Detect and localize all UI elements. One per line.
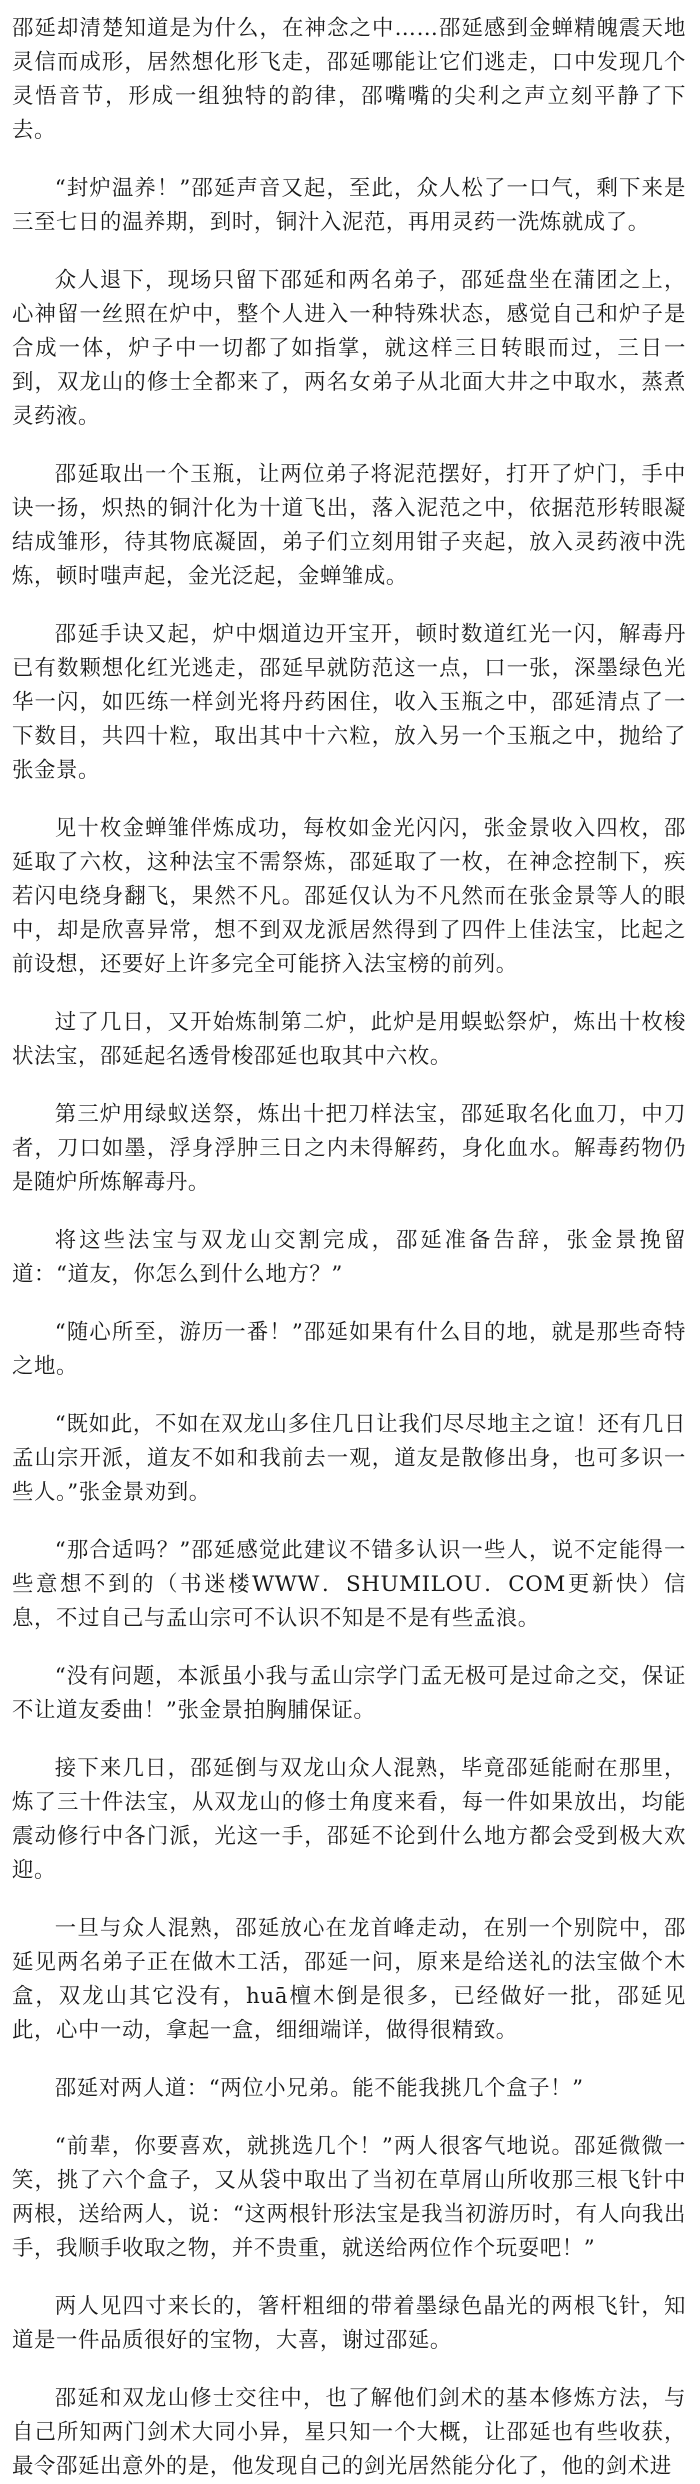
paragraph-4: 邵延取出一个玉瓶，让两位弟子将泥范摆好，打开了炉门，手中诀一扬，炽热的铜汁化为十道飞出，落入泥范之中，依据范形转眼凝结成雏形，待其物底凝固，弟子们立刻用钳子夹起，放入灵药液中洗炼，顿时嗤声起，金光泛起，金蝉雏成。 [12, 462, 686, 589]
paragraph-7: 过了几日，又开始炼制第二炉，此炉是用蜈蚣祭炉，炼出十枚梭状法宝，邵延起名透骨梭邵延也取其中六枚。 [12, 1010, 686, 1069]
paragraph-11: “既如此，不如在双龙山多住几日让我们尽尽地主之谊！还有几日孟山宗开派，道友不如和我前去一观，道友是散修出身，也可多识一些人。”张金景劝到。 [12, 1412, 686, 1505]
paragraph-2: “封炉温养！”邵延声音又起，至此，众人松了一口气，剩下来是三至七日的温养期，到时，铜汁入泥范，再用灵药一洗炼就成了。 [12, 176, 686, 235]
paragraph-6: 见十枚金蝉雏伴炼成功，每枚如金光闪闪，张金景收入四枚，邵延取了六枚，这种法宝不需祭炼，邵延取了一枚，在神念控制下，疾若闪电绕身翻飞，果然不凡。邵延仅认为不凡然而在张金景等人的眼中，却是欣喜异常，想不到双龙派居然得到了四件上佳法宝，比起之前设想，还要好上许多完全可能挤入法宝榜的前列。 [12, 816, 686, 977]
paragraph-1: 邵延却清楚知道是为什么，在神念之中……邵延感到金蝉精魄震天地灵信而成形，居然想化形飞走，邵延哪能让它们逃走，口中发现几个灵悟音节，形成一组独特的韵律，邵嘴嘴的尖利之声立刻平静了下去。 [12, 16, 686, 143]
paragraph-13: “没有问题，本派虽小我与孟山宗学门孟无极可是过命之交，保证不让道友委曲！”张金景拍胸脯保证。 [12, 1664, 686, 1723]
paragraph-12: “那合适吗？”邵延感觉此建议不错多认识一些人，说不定能得一些意想不到的（书迷楼WWW．SHUMILOU．COM更新快）信息，不过自己与孟山宗可不认识不知是不是有些孟浪。 [12, 1538, 686, 1631]
paragraph-5: 邵延手诀又起，炉中烟道边开宝开，顿时数道红光一闪，解毒丹已有数颗想化红光逃走，邵延早就防范这一点，口一张，深墨绿色光华一闪，如匹练一样剑光将丹药困住，收入玉瓶之中，邵延清点了一下数目，共四十粒，取出其中十六粒，放入另一个玉瓶之中，抛给了张金景。 [12, 622, 686, 783]
paragraph-17: “前辈，你要喜欢，就挑选几个！”两人很客气地说。邵延微微一笑，挑了六个盒子，又从袋中取出了当初在草屑山所收那三根飞针中两根，送给两人，说：“这两根针形法宝是我当初游历时，有人向我出手，我顺手收取之物，并不贵重，就送给两位作个玩耍吧！” [12, 2134, 686, 2261]
paragraph-8: 第三炉用绿蚁送祭，炼出十把刀样法宝，邵延取名化血刀，中刀者，刀口如墨，浮身浮肿三日之内未得解药，身化血水。解毒药物仍是随炉所炼解毒丹。 [12, 1102, 686, 1195]
paragraph-15: 一旦与众人混熟，邵延放心在龙首峰走动，在别一个别院中，邵延见两名弟子正在做木工活，邵延一问，原来是给送礼的法宝做个木盒，双龙山其它没有，huā檀木倒是很多，已经做好一批，邵延见此，心中一动，拿起一盒，细细端详，做得很精致。 [12, 1916, 686, 2043]
paragraph-18: 两人见四寸来长的，箸杆粗细的带着墨绿色晶光的两根飞针，知道是一件品质很好的宝物，大喜，谢过邵延。 [12, 2294, 686, 2353]
paragraph-10: “随心所至，游历一番！”邵延如果有什么目的地，就是那些奇特之地。 [12, 1320, 686, 1379]
paragraph-3: 众人退下，现场只留下邵延和两名弟子，邵延盘坐在蒲团之上，心神留一丝照在炉中，整个人进入一种特殊状态，感觉自己和炉子是合成一体，炉子中一切都了如指掌，就这样三日转眼而过，三日一到，双龙山的修士全都来了，两名女弟子从北面大井之中取水，蒸煮灵药液。 [12, 268, 686, 429]
paragraph-9: 将这些法宝与双龙山交割完成，邵延准备告辞，张金景挽留道：“道友，你怎么到什么地方？” [12, 1228, 686, 1287]
paragraph-19: 邵延和双龙山修士交往中，也了解他们剑术的基本修炼方法，与自己所知两门剑术大同小异，星只知一个大概，让邵延也有些收获，最令邵延出意外的是，他发现自己的剑光居然能分化了，他的剑术进 [12, 2386, 686, 2479]
paragraph-14: 接下来几日，邵延倒与双龙山众人混熟，毕竟邵延能耐在那里，炼了三十件法宝，从双龙山的修士角度来看，每一件如果放出，均能震动修行中各门派，光这一手，邵延不论到什么地方都会受到极大欢迎。 [12, 1756, 686, 1883]
paragraph-16: 邵延对两人道：“两位小兄弟。能不能我挑几个盒子！” [54, 2076, 584, 2101]
